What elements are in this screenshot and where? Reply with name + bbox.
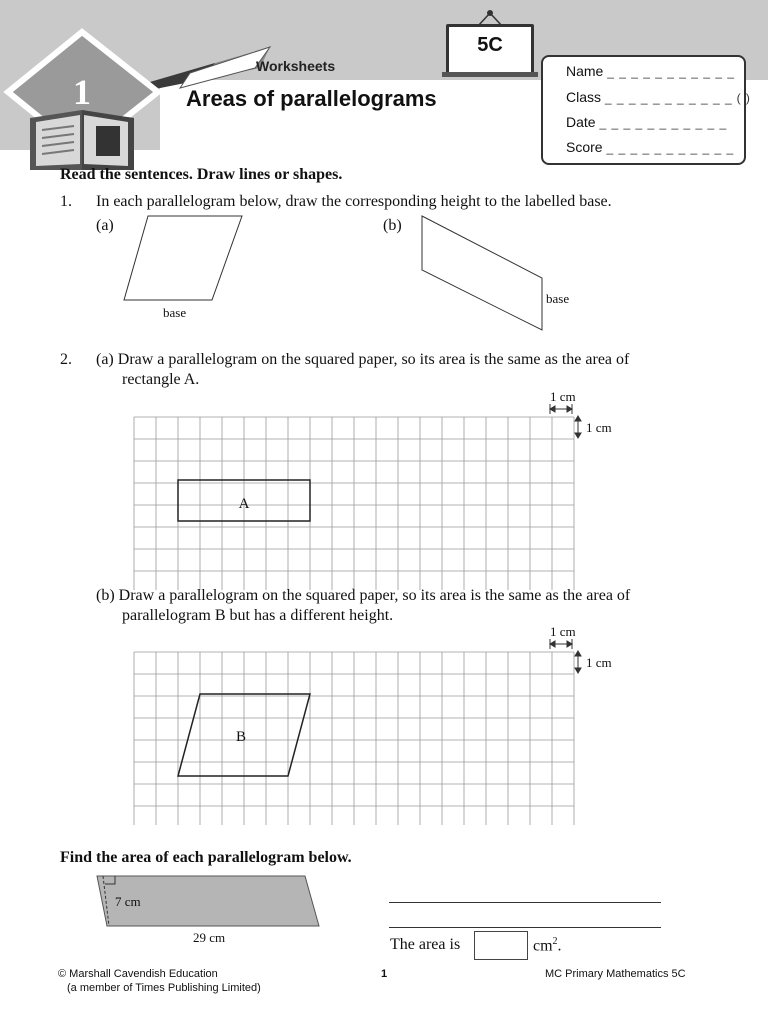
scale-marker-b	[550, 639, 581, 673]
parallelogram-a[interactable]	[124, 216, 242, 300]
score-blank: _ _ _ _ _ _ _ _ _ _ _	[606, 141, 735, 155]
score-label: Score	[566, 139, 603, 155]
class-label: Class	[566, 89, 602, 105]
grid-lines-b	[134, 652, 574, 825]
score-field[interactable]	[566, 139, 734, 155]
answer-unit-power: 2	[552, 936, 558, 947]
section1-instruction: Read the sentences. Draw lines or shapes.	[60, 166, 343, 183]
answer-prefix: The area is	[390, 936, 461, 953]
q1-text: In each parallelogram below, draw the corresponding height to the labelled base.	[96, 193, 612, 210]
height-label: 7 cm	[115, 894, 141, 909]
grid-a-horizontal-scale-label: 1 cm	[550, 389, 576, 404]
squared-paper-b[interactable]	[128, 635, 588, 825]
q2b-line1: (b) Draw a parallelogram on the squared paper, so its area is the same as the area of	[96, 587, 631, 604]
q1a-label: (a)	[96, 217, 114, 234]
board-tray	[442, 72, 538, 77]
q1b-label: (b)	[383, 217, 402, 234]
q2a-line1: (a) Draw a parallelogram on the squared paper, so its area is the same as the area of	[96, 351, 630, 368]
class-number-brackets: ( )	[736, 91, 751, 105]
grid-b-vertical-scale-label: 1 cm	[586, 655, 612, 670]
answer-unit-text: cm	[533, 937, 553, 955]
section2-instruction: Find the area of each parallelogram below.	[60, 849, 352, 866]
answer-unit	[533, 936, 562, 955]
class-field[interactable]	[566, 89, 751, 105]
page-title: Areas of parallelograms	[186, 86, 437, 111]
answer-period: .	[557, 937, 562, 955]
page-number: 1	[381, 968, 388, 980]
area-answer-box[interactable]	[474, 931, 528, 960]
working-line-2[interactable]	[389, 927, 661, 928]
q2-number: 2.	[60, 351, 72, 368]
date-blank: _ _ _ _ _ _ _ _ _ _ _	[599, 116, 728, 130]
name-label: Name	[566, 63, 604, 79]
q2b-line2: parallelogram B but has a different height.	[122, 607, 394, 624]
grid-lines-a	[134, 417, 574, 590]
working-line-1[interactable]	[389, 902, 661, 903]
squared-paper-a[interactable]	[128, 400, 588, 590]
date-label: Date	[566, 114, 596, 130]
grid-a-vertical-scale-label: 1 cm	[586, 420, 612, 435]
book-icon	[30, 110, 134, 170]
class-blank: _ _ _ _ _ _ _ _ _ _ _	[604, 91, 733, 105]
date-field[interactable]	[566, 114, 727, 130]
q2a-line2: rectangle A.	[122, 371, 200, 388]
rectangle-a-label: A	[238, 496, 250, 512]
series-label: Worksheets	[256, 58, 336, 74]
grid-b-horizontal-scale-label: 1 cm	[550, 624, 576, 639]
name-blank: _ _ _ _ _ _ _ _ _ _ _	[607, 65, 736, 79]
copyright-line-1: © Marshall Cavendish Education	[58, 968, 218, 980]
copyright-line-2: (a member of Times Publishing Limited)	[67, 982, 261, 994]
parallelogram-b-base-label: base	[546, 291, 570, 306]
parallelogram-b-label: B	[235, 729, 247, 745]
parallelogram-a-base-label: base	[163, 305, 187, 320]
scale-marker-a	[550, 404, 581, 438]
q1-number: 1.	[60, 193, 72, 210]
chapter-number: 1	[73, 72, 91, 112]
parallelogram-b[interactable]	[422, 216, 542, 330]
base-length-label: 29 cm	[193, 930, 226, 945]
class-board-label: 5C	[477, 34, 503, 56]
book-title: MC Primary Mathematics 5C	[545, 968, 686, 980]
name-field[interactable]	[566, 63, 735, 79]
